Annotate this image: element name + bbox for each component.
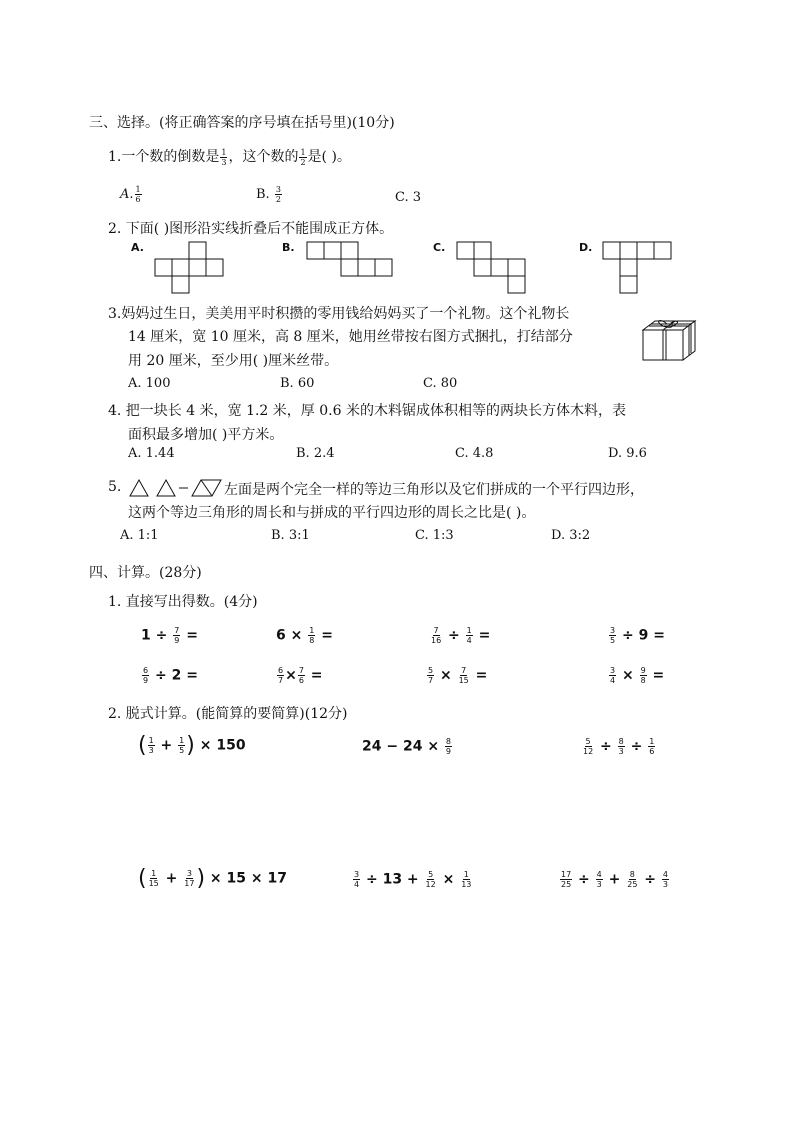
q1-option-b: B. $\frac{3}{2}$: [256, 185, 281, 204]
oral-calc-item: 6 × $\frac{1}{8}$ =: [276, 626, 333, 645]
q2-option-c-label: C.: [433, 241, 446, 254]
question-2: 2. 下面( )图形沿实线折叠后不能围成正方体。: [108, 221, 394, 237]
fraction: $\frac{1}{2}$: [300, 147, 306, 167]
q5-option-c: C. 1:3: [415, 528, 454, 543]
step-calc-item: $\frac{3}{4}$ ÷ 13 + $\frac{5}{12}$ × $\frac{1}{13}$: [354, 870, 472, 889]
q1-option-c: C. 3: [395, 190, 422, 205]
q4-option-b: B. 2.4: [296, 446, 335, 461]
q2-option-a-label: A.: [131, 241, 144, 254]
oral-calc-item: $\frac{3}{4}$ × $\frac{9}{8}$ =: [610, 666, 665, 685]
cube-net-d: [0, 0, 793, 300]
section-4-title: 四、计算。(28分): [89, 565, 202, 581]
oral-calc-item: $\frac{6}{7}$ × $\frac{7}{6}$ =: [278, 666, 323, 685]
oral-calc-item: $\frac{5}{7}$ × $\frac{7}{15}$ =: [428, 666, 488, 685]
q2-option-d-label: D.: [579, 241, 593, 254]
question-3-line-2: 14 厘米，宽 10 厘米，高 8 厘米，她用丝带按右图方式捆扎，打结部分: [128, 329, 573, 345]
q3-option-c: C. 80: [423, 376, 458, 391]
q1-option-a: A. $\frac{1}{6}$: [120, 185, 141, 204]
fraction: $\frac{1}{3}$: [221, 147, 227, 167]
triangles-parallelogram-figure: [128, 478, 224, 498]
section-3-title: 三、选择。(将正确答案的序号填在括号里)(10分): [89, 115, 395, 131]
gift-box-image: [641, 318, 699, 364]
oral-calc-item: 1 ÷ $\frac{7}{9}$ =: [141, 626, 198, 645]
q4-option-a: A. 1.44: [128, 446, 175, 461]
subsection-1-title: 1. 直接写出得数。(4分): [108, 594, 258, 610]
q3-option-b: B. 60: [280, 376, 315, 391]
q4-option-c: C. 4.8: [455, 446, 494, 461]
step-calc-item: ( $\frac{1}{15}$ + $\frac{3}{17}$ ) × 15 × 17: [138, 866, 287, 891]
q1-text-post: 是( )。: [307, 149, 351, 165]
question-4-line-2: 面积最多增加( )平方米。: [128, 427, 284, 443]
q3-option-a: A. 100: [128, 376, 171, 391]
question-3-line-3: 用 20 厘米，至少用( )厘米丝带。: [128, 353, 339, 369]
step-calc-item: ( $\frac{1}{3}$ + $\frac{1}{5}$ ) × 150: [138, 733, 246, 758]
q1-text-mid: ，这个数的: [228, 149, 299, 165]
subsection-2-title: 2. 脱式计算。(能简算的要简算)(12分): [108, 706, 348, 722]
question-5-line-2: 这两个等边三角形的周长和与拼成的平行四边形的周长之比是( )。: [128, 505, 536, 521]
q2-option-b-label: B.: [282, 241, 295, 254]
question-5-number: 5.: [108, 479, 122, 495]
step-calc-item: $\frac{5}{12}$ ÷ $\frac{8}{3}$ ÷ $\frac{1}{6}$: [583, 737, 655, 756]
q5-option-d: D. 3:2: [551, 528, 591, 543]
oral-calc-item: $\frac{7}{16}$ ÷ $\frac{1}{4}$ =: [431, 626, 491, 645]
oral-calc-item: $\frac{6}{9}$ ÷ 2 =: [143, 666, 198, 685]
question-4-line-1: 4. 把一块长 4 米，宽 1.2 米，厚 0.6 米的木料锯成体积相等的两块长方体木料，表: [108, 403, 626, 419]
oral-calc-item: $\frac{3}{5}$ ÷ 9 =: [610, 626, 665, 645]
q5-option-b: B. 3:1: [271, 528, 310, 543]
q1-text-pre: 1.一个数的倒数是: [108, 149, 220, 165]
step-calc-item: 24 − 24 × $\frac{8}{9}$: [362, 737, 452, 756]
step-calc-item: $\frac{17}{25}$ ÷ $\frac{4}{3}$ + $\frac{8}{25}$ ÷ $\frac{4}{3}$: [561, 870, 669, 889]
question-5-line-1: 左面是两个完全一样的等边三角形以及它们拼成的一个平行四边形，: [224, 482, 644, 498]
question-3-line-1: 3.妈妈过生日，美美用平时积攒的零用钱给妈妈买了一个礼物。这个礼物长: [108, 306, 570, 322]
q5-option-a: A. 1:1: [120, 528, 159, 543]
q4-option-d: D. 9.6: [608, 446, 647, 461]
